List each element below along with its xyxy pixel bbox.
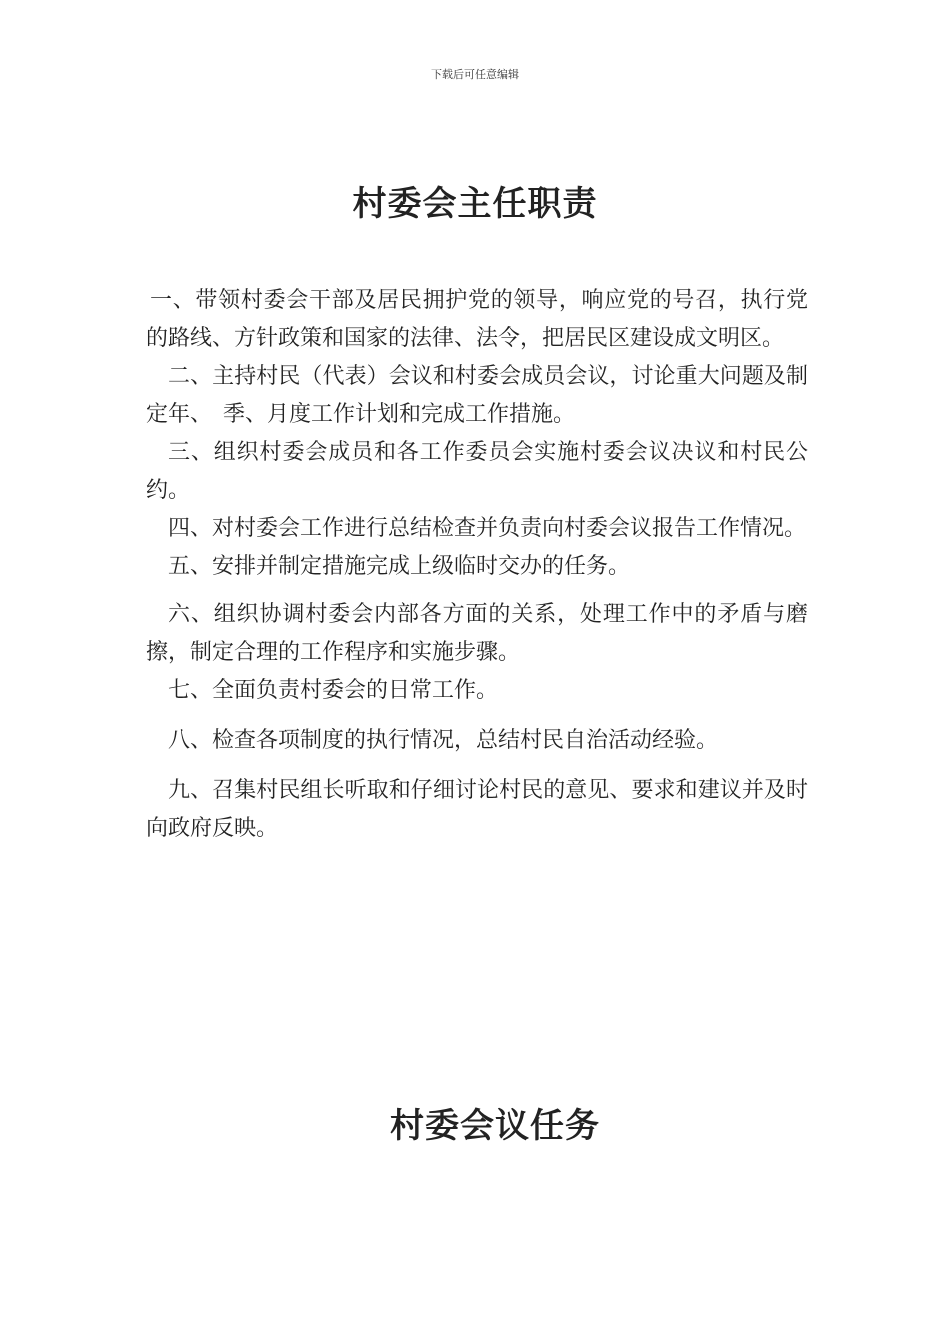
page-title: 村委会主任职责	[352, 184, 598, 224]
duty-paragraph-5: 五、安排并制定措施完成上级临时交办的任务。	[168, 554, 631, 579]
duty-paragraph-8: 八、检查各项制度的执行情况，总结村民自治活动经验。	[168, 728, 719, 753]
duty-paragraph-7: 七、全面负责村委会的日常工作。	[168, 678, 499, 703]
duty-paragraph-1: 一、带领村委会干部及居民拥护党的领导，响应党的号召，执行党的路线、方针政策和国家的法律、法令，把居民区建设成文明区。	[146, 288, 808, 351]
duty-paragraph-9: 九、召集村民组长听取和仔细讨论村民的意见、要求和建议并及时向政府反映。	[146, 778, 808, 841]
duty-paragraph-3: 三、组织村委会成员和各工作委员会实施村委会议决议和村民公约。	[146, 440, 808, 503]
duty-paragraph-4: 四、对村委会工作进行总结检查并负责向村委会议报告工作情况。	[168, 516, 807, 541]
duties-list	[146, 282, 808, 848]
header-note: 下载后可任意编辑	[431, 68, 519, 81]
duty-paragraph-2: 二、主持村民（代表）会议和村委会成员会议，讨论重大问题及制定年、 季、月度工作计划和完成工作措施。	[146, 364, 808, 427]
section-title: 村委会议任务	[390, 1106, 600, 1146]
duty-paragraph-6: 六、组织协调村委会内部各方面的关系，处理工作中的矛盾与磨擦，制定合理的工作程序和实施步骤。	[146, 602, 808, 665]
